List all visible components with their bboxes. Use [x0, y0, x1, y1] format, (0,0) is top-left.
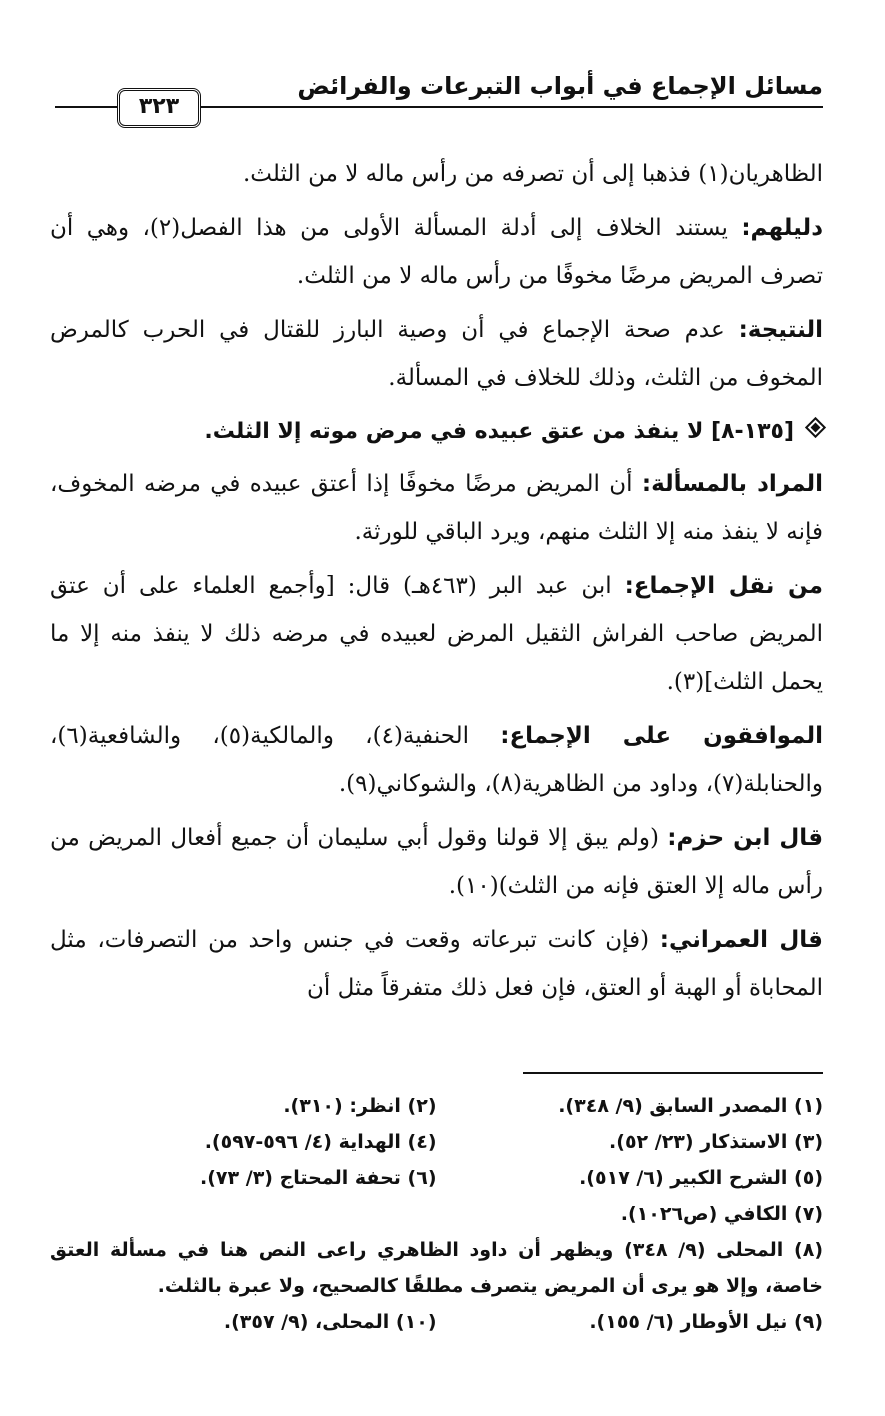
footnote-8: (٨) المحلى (٩/ ٣٤٨) ويظهر أن داود الظاهري راعى النص هنا في مسألة العتق خاصة، وإلا هو يرى أن المريض يتصرف مطلقًا كالصحيح، ولا عبرة بالثلث. [50, 1239, 823, 1297]
consensus-source-text: ابن عبد البر (٤٦٣هـ) قال: [وأجمع العلماء على أن عتق المريض صاحب الفراش الثقيل المرض لعبيده في مرضه ذلك لا ينفذ منه إلا ما يحمل الثلث](٣). [50, 573, 823, 695]
consensus-source-lead: من نقل الإجماع: [624, 573, 823, 599]
evidence-lead: دليلهم: [741, 215, 823, 241]
diamond-bullet-icon [805, 417, 826, 438]
section-heading [50, 408, 823, 456]
footnote-row [50, 1088, 823, 1124]
footnote-row [50, 1124, 823, 1160]
running-title: مسائل الإجماع في أبواب التبرعات والفرائض [297, 72, 823, 100]
footnote-10: (١٠) المحلى، (٩/ ٣٥٧). [223, 1311, 437, 1333]
page-header [55, 70, 823, 130]
footnote-1: (١) المصدر السابق (٩/ ٣٤٨). [558, 1095, 823, 1117]
footnotes [50, 1088, 823, 1340]
paragraph-1: الظاهريان(١) فذهبا إلى أن تصرفه من رأس ماله لا من الثلث. [242, 161, 823, 187]
paragraph-result [50, 306, 823, 402]
paragraph-evidence [50, 204, 823, 300]
paragraph-imrani [50, 916, 823, 1012]
result-text: عدم صحة الإجماع في أن وصية البارز للقتال في الحرب كالمرض المخوف من الثلث، وذلك للخلاف في المسألة. [50, 317, 823, 391]
ibn-hazm-text: (ولم يبق إلا قولنا وقول أبي سليمان أن جميع أفعال المريض من رأس ماله إلا العتق فإنه من الثلث)(١٠). [50, 825, 823, 899]
imrani-text: (فإن كانت تبرعاته وقعت في جنس واحد من التصرفات، مثل المحاباة أو الهبة أو العتق، فإن فعل ذلك متفرقاً مثل أن [50, 927, 823, 1001]
footnote-row [50, 1160, 823, 1196]
meaning-text: أن المريض مرضًا مخوفًا إذا أعتق عبيده في مرضه المخوف، فإنه لا ينفذ منه إلا الثلث منهم، ويرد الباقي للورثة. [50, 471, 823, 545]
footnote-7: (٧) الكافي (ص١٠٢٦). [620, 1203, 823, 1225]
agreeing-lead: الموافقون على الإجماع: [500, 723, 823, 749]
section-heading-text: [١٣٥-٨] لا ينفذ من عتق عبيده في مرض موته إلا الثلث. [204, 419, 794, 444]
main-text [50, 150, 823, 1018]
paragraph-agreeing [50, 712, 823, 808]
footnote-9: (٩) نيل الأوطار (٦/ ١٥٥). [589, 1311, 823, 1333]
imrani-lead: قال العمراني: [659, 927, 823, 953]
paragraph-ibn-hazm [50, 814, 823, 910]
footnote-2: (٢) انظر: (٣١٠). [283, 1095, 437, 1117]
ibn-hazm-lead: قال ابن حزم: [667, 825, 824, 851]
footnote-3: (٣) الاستذكار (٢٣/ ٥٢). [609, 1131, 823, 1153]
footnote-row [50, 1196, 823, 1232]
footnote-4: (٤) الهداية (٤/ ٥٩٦-٥٩٧). [204, 1131, 437, 1153]
agreeing-text: الحنفية(٤)، والمالكية(٥)، والشافعية(٦)، والحنابلة(٧)، وداود من الظاهرية(٨)، والشوكاني(٩). [50, 723, 823, 797]
meaning-lead: المراد بالمسألة: [641, 471, 824, 497]
paragraph-meaning [50, 460, 823, 556]
evidence-text: يستند الخلاف إلى أدلة المسألة الأولى من هذا الفصل(٢)، وهي أن تصرف المريض مرضًا مخوفًا من رأس ماله لا من الثلث. [50, 215, 823, 289]
footnotes-separator [523, 1072, 823, 1074]
page-number: ٣٢٣ [117, 88, 201, 128]
footnote-row [50, 1304, 823, 1340]
result-lead: النتيجة: [738, 317, 823, 343]
footnote-6: (٦) تحفة المحتاج (٣/ ٧٣). [200, 1167, 437, 1189]
paragraph-consensus-source [50, 562, 823, 706]
footnote-5: (٥) الشرح الكبير (٦/ ٥١٧). [579, 1167, 823, 1189]
